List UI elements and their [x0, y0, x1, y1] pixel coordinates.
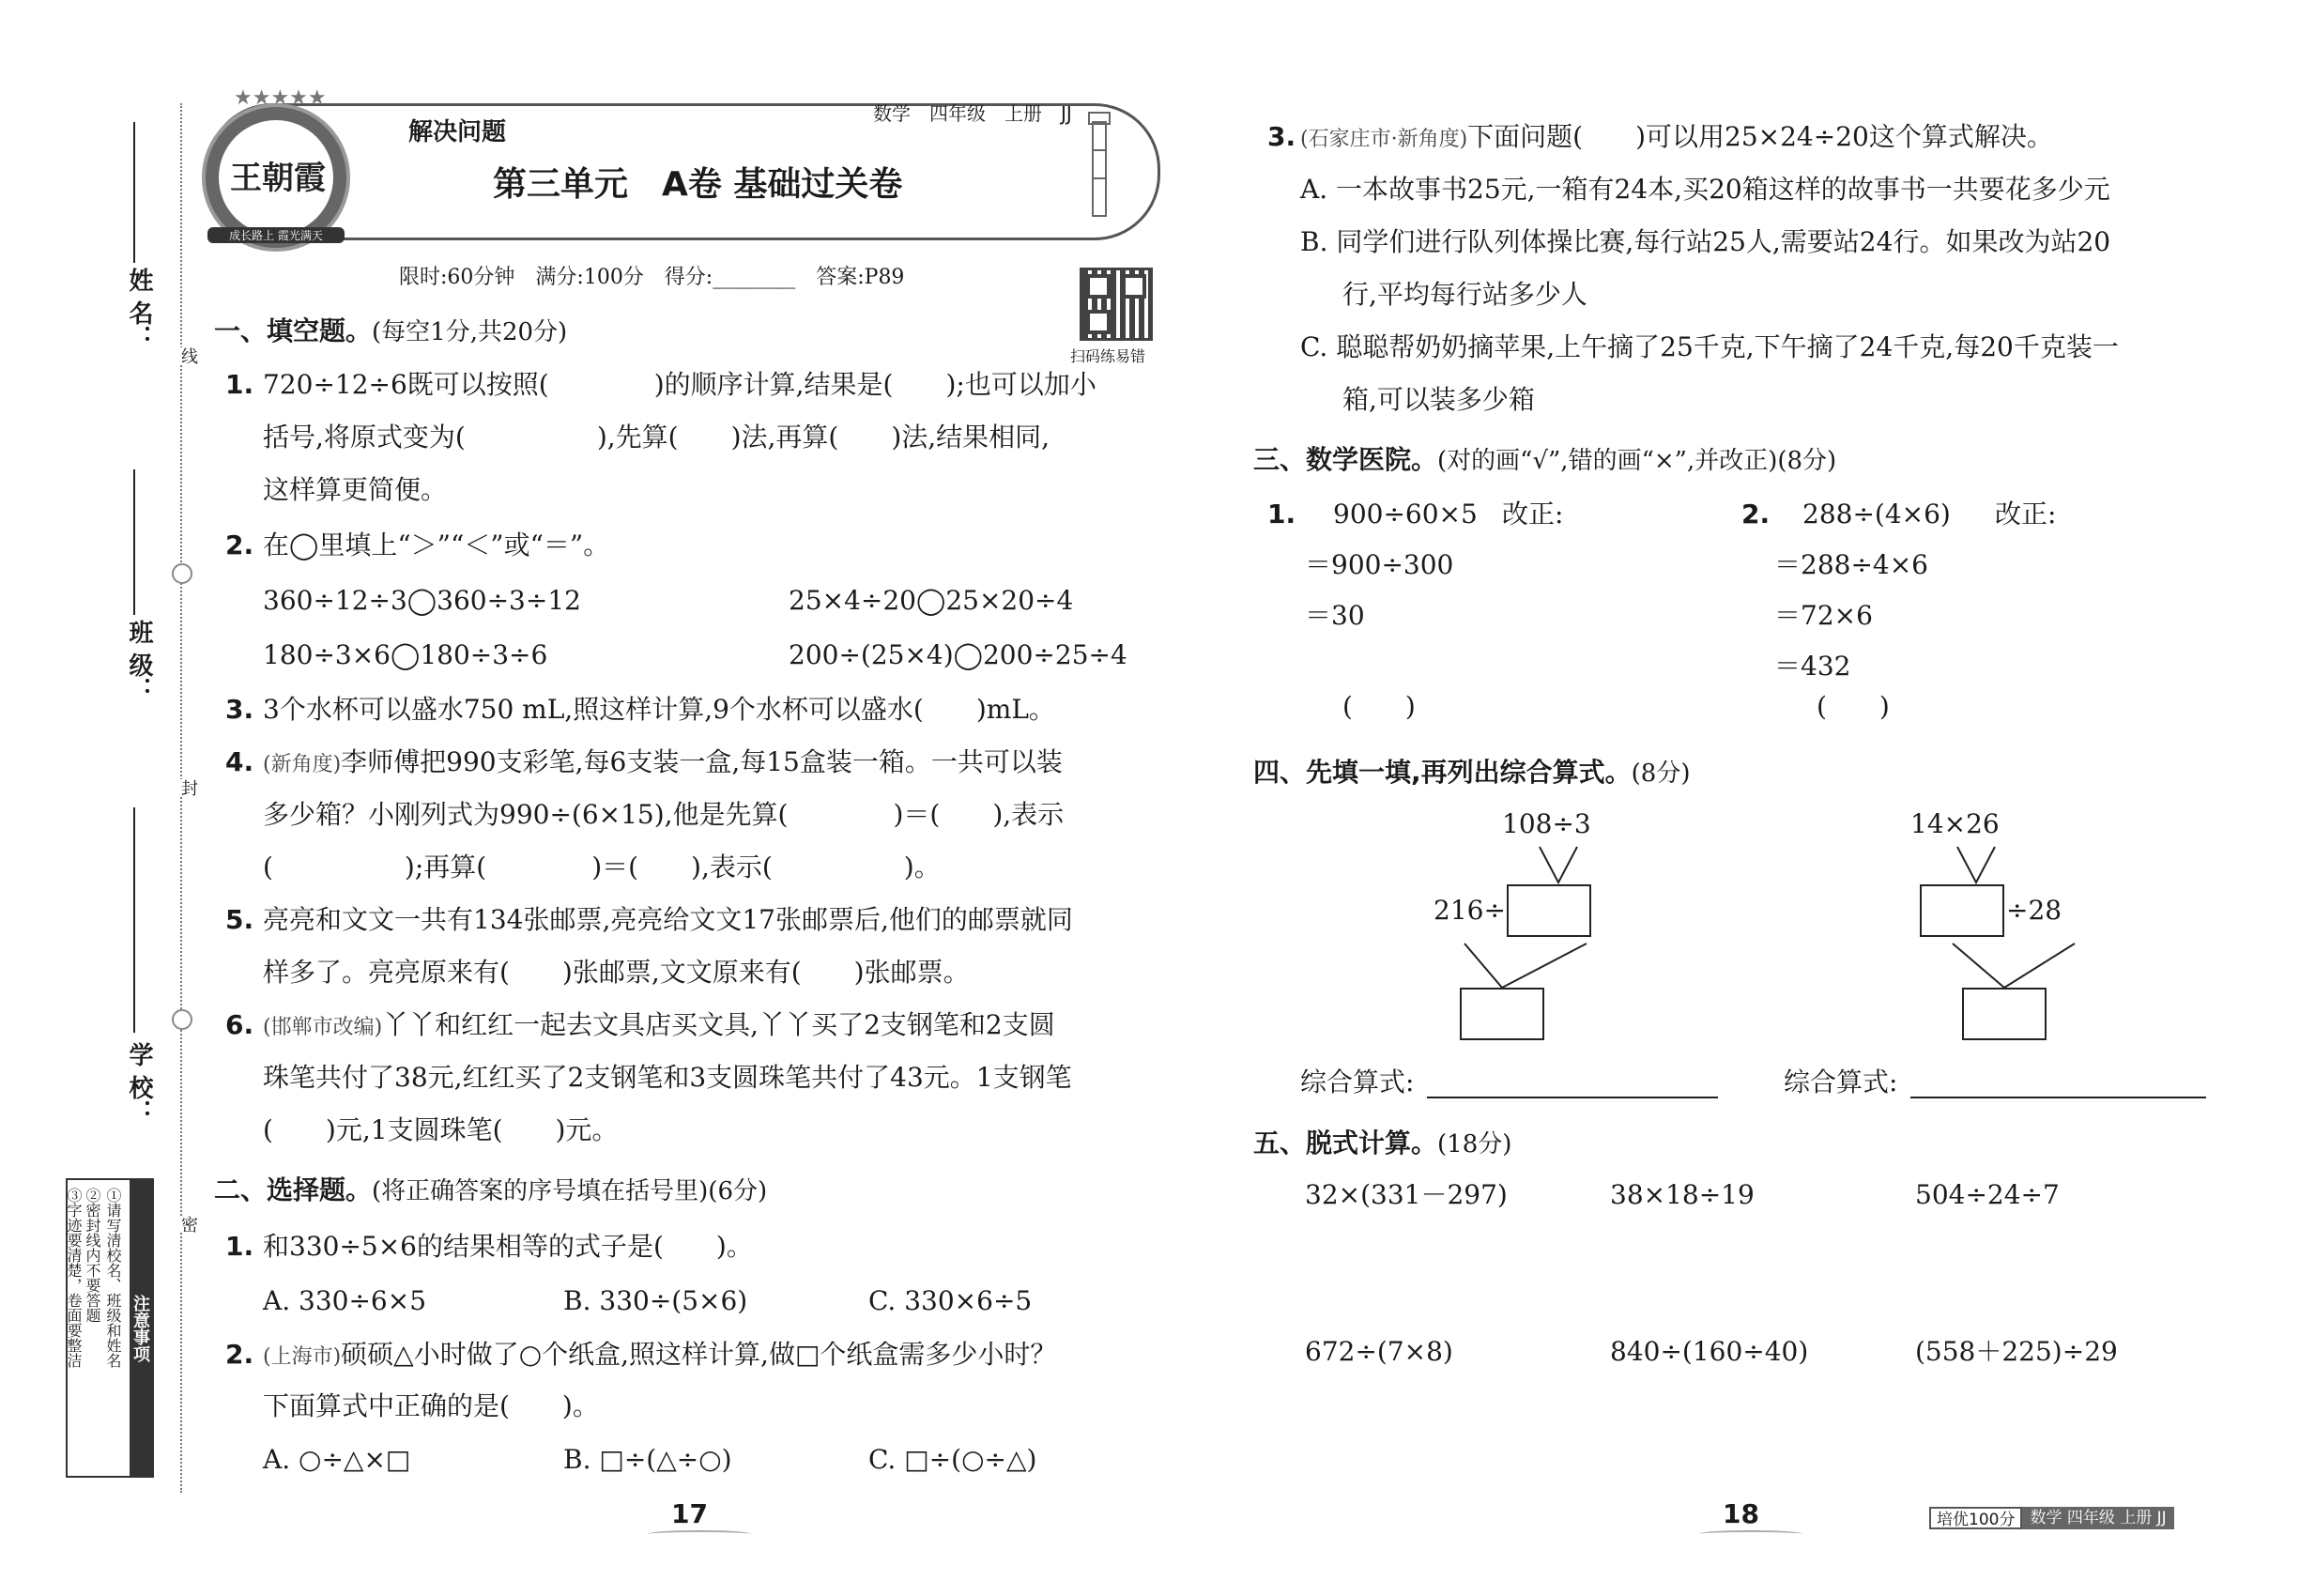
exam-info: 限时:60分钟 满分:100分 得分:________ 答案:P89: [399, 266, 905, 289]
calc-6: (558＋225)÷29: [1915, 1336, 2118, 1367]
seal-dot-2: [172, 1009, 192, 1030]
q1-line-2: 括号,将原式变为( ),先算( )法,再算( )法,结果相同,: [263, 422, 1050, 453]
h1-judge-paren: ( ): [1342, 691, 1416, 722]
h2-line-4: ＝432: [1774, 651, 1851, 682]
tree1-branches: [1455, 836, 1643, 995]
c1-option-c: C. 330×6÷5: [868, 1285, 1033, 1316]
lighthouse-icon: [1080, 103, 1119, 225]
tree1-result-box[interactable]: [1460, 988, 1544, 1040]
formula-answer-line-1[interactable]: [1427, 1097, 1718, 1098]
school-label: 学 校：: [125, 1042, 153, 1125]
c3-line-1: (石家庄市·新角度)下面问题( )可以用25×24÷20这个算式解决。: [1300, 121, 2053, 152]
page-ornament-right: [1699, 1530, 1802, 1538]
c1-option-b: B. 330÷(5×6): [563, 1285, 748, 1316]
formula-label-1: 综合算式:: [1300, 1067, 1415, 1097]
c2-option-c: C. □÷(○÷△): [868, 1444, 1037, 1475]
calc-1: 32×(331－297): [1305, 1179, 1508, 1210]
h1-line-3: ＝30: [1305, 600, 1365, 631]
tree2-result-box[interactable]: [1962, 988, 2047, 1040]
h2-line-3: ＝72×6: [1774, 600, 1873, 631]
logo-stars: ★★★★★: [234, 86, 327, 110]
c2-option-b: B. □÷(△÷○): [563, 1444, 732, 1475]
c1-line-1: 和330÷5×6的结果相等的式子是( )。: [263, 1231, 753, 1262]
name-line: [133, 122, 135, 263]
notice-3: ③字迹要清楚，卷面要整洁: [65, 1188, 83, 1368]
c2-line-2: 下面算式中正确的是( )。: [263, 1390, 599, 1421]
q5-line-2: 样多了。亮亮原来有( )张邮票,文文原来有( )张邮票。: [263, 957, 970, 988]
q2-compare-a: 360÷12÷3◯360÷3÷12: [263, 585, 581, 616]
h2-line-2: ＝288÷4×6: [1774, 549, 1928, 580]
footer-brand: 培优100分: [1929, 1507, 2022, 1529]
q4-line-3: ( );再算( )＝( ),表示( )。: [263, 852, 941, 882]
header-tag: 解决问题: [408, 118, 507, 146]
footer-meta: 数学 四年级 上册 JJ: [2022, 1507, 2173, 1529]
c2-option-a: A. ○÷△×□: [263, 1444, 411, 1475]
binding-strip: [0, 0, 198, 1596]
tree2-right-expr: ÷28: [2006, 895, 2062, 926]
class-line: [133, 469, 135, 615]
formula-label-2: 综合算式:: [1784, 1067, 1898, 1097]
page-number-left: 17: [671, 1498, 708, 1529]
seal-dot-1: [172, 563, 192, 584]
c3-option-a: A. 一本故事书25元,一箱有24本,买20箱这样的故事书一共要花多少元: [1300, 174, 2110, 205]
notice-2: ②密封线内不要答题: [84, 1188, 101, 1323]
seal-mark-1: 线: [171, 347, 205, 364]
name-label: 姓 名：: [125, 268, 153, 350]
h2-line-1: 288÷(4×6): [1802, 499, 1951, 529]
section-1-title: 一、填空题。(每空1分,共20分): [214, 315, 568, 346]
page-title: 第三单元 A卷 基础过关卷: [493, 165, 903, 204]
section-4-title: 四、先填一填,再列出综合算式。(8分): [1253, 757, 1691, 788]
school-line: [133, 807, 135, 1033]
h1-line-1: 900÷60×5: [1333, 499, 1478, 529]
qr-code: [1080, 268, 1153, 341]
seal-line: [180, 103, 182, 1493]
logo-sub: 成长路上 霞光满天: [207, 227, 345, 243]
c2-line-1: (上海市)硕硕△小时做了○个纸盒,照这样计算,做□个纸盒需多少小时？: [263, 1339, 1057, 1370]
q5-line-1: 亮亮和文文一共有134张邮票,亮亮给文文17张邮票后,他们的邮票就同: [263, 904, 1073, 935]
section-3-title: 三、数学医院。(对的画“√”,错的画“×”,并改正)(8分): [1253, 444, 1837, 475]
tree2-top-expr: 14×26: [1910, 808, 2000, 839]
c3-option-c-1: C. 聪聪帮奶奶摘苹果,上午摘了25千克,下午摘了24千克,每20千克装一: [1300, 331, 2119, 362]
q4-number: 4.: [225, 746, 254, 777]
tree2-branches: [1915, 836, 2103, 995]
q1-line-3: 这样算更简便。: [263, 474, 448, 505]
class-label: 班 级：: [125, 620, 153, 702]
q6-line-2: 珠笔共付了38元,红红买了2支钢笔和3支圆珠笔共付了43元。1支钢笔: [263, 1062, 1072, 1093]
h1-number: 1.: [1267, 499, 1296, 529]
tree1-top-expr: 108÷3: [1502, 808, 1591, 839]
notice-1: ①请写清校名、班级和姓名: [104, 1188, 122, 1368]
seal-mark-3: 密: [171, 1216, 205, 1233]
section-2-title: 二、选择题。(将正确答案的序号填在括号里)(6分): [214, 1174, 768, 1205]
q2-line-1: 在◯里填上“＞”“＜”或“＝”。: [263, 529, 610, 560]
notice-box: [66, 1178, 154, 1478]
page-number-right: 18: [1723, 1498, 1759, 1529]
q6-number: 6.: [225, 1009, 254, 1040]
seal-mark-2: 封: [171, 779, 205, 796]
logo-badge: [202, 86, 350, 252]
q2-compare-b: 25×4÷20◯25×20÷4: [789, 585, 1074, 616]
q5-number: 5.: [225, 904, 254, 935]
q4-line-1: (新角度)李师傅把990支彩笔,每6支装一盒,每15盒装一箱。一共可以装: [263, 746, 1063, 777]
q2-compare-c: 180÷3×6◯180÷3÷6: [263, 639, 548, 670]
c1-number: 1.: [225, 1231, 254, 1262]
calc-4: 672÷(7×8): [1305, 1336, 1453, 1367]
q1-line-1: 720÷12÷6既可以按照( )的顺序计算,结果是( );也可以加小: [263, 369, 1096, 400]
q4-line-2: 多少箱？小刚列式为990÷(6×15),他是先算( )＝( ),表示: [263, 799, 1065, 830]
c3-option-c-2: 箱,可以装多少箱: [1342, 384, 1535, 415]
q3-number: 3.: [225, 694, 254, 725]
footer-badge: [1929, 1507, 2174, 1529]
calc-2: 38×18÷19: [1610, 1179, 1755, 1210]
q1-number: 1.: [225, 369, 254, 400]
formula-answer-line-2[interactable]: [1910, 1097, 2206, 1098]
tree1-left-expr: 216÷: [1434, 895, 1506, 926]
q2-number: 2.: [225, 529, 254, 560]
q2-compare-d: 200÷(25×4)◯200÷25÷4: [789, 639, 1127, 670]
h2-fix-label: 改正:: [1995, 499, 2057, 529]
c2-number: 2.: [225, 1339, 254, 1370]
q3-line-1: 3个水杯可以盛水750 mL,照这样计算,9个水杯可以盛水( )mL。: [263, 694, 1055, 725]
calc-5: 840÷(160÷40): [1610, 1336, 1809, 1367]
h1-fix-label: 改正:: [1502, 499, 1564, 529]
h2-judge-paren: ( ): [1817, 691, 1890, 722]
c3-option-b-2: 行,平均每行站多少人: [1342, 279, 1587, 310]
logo-text: 王朝霞: [230, 160, 326, 197]
notice-title: 注意事项: [130, 1180, 152, 1476]
page-ornament-left: [648, 1530, 751, 1538]
qr-caption: 扫码练易错: [1070, 347, 1146, 365]
header-meta: 数学 四年级 上册 JJ: [873, 102, 1072, 125]
h2-number: 2.: [1741, 499, 1771, 529]
q6-line-1: (邯郸市改编)丫丫和红红一起去文具店买文具,丫丫买了2支钢笔和2支圆: [263, 1009, 1055, 1040]
c1-option-a: A. 330÷6×5: [263, 1285, 427, 1316]
h1-line-2: ＝900÷300: [1305, 549, 1454, 580]
q6-line-3: ( )元,1支圆珠笔( )元。: [263, 1114, 619, 1145]
section-5-title: 五、脱式计算。(18分): [1253, 1128, 1512, 1159]
calc-3: 504÷24÷7: [1915, 1179, 2060, 1210]
c3-number: 3.: [1267, 121, 1296, 152]
c3-option-b-1: B. 同学们进行队列体操比赛,每行站25人,需要站24行。如果改为站20: [1300, 226, 2111, 257]
